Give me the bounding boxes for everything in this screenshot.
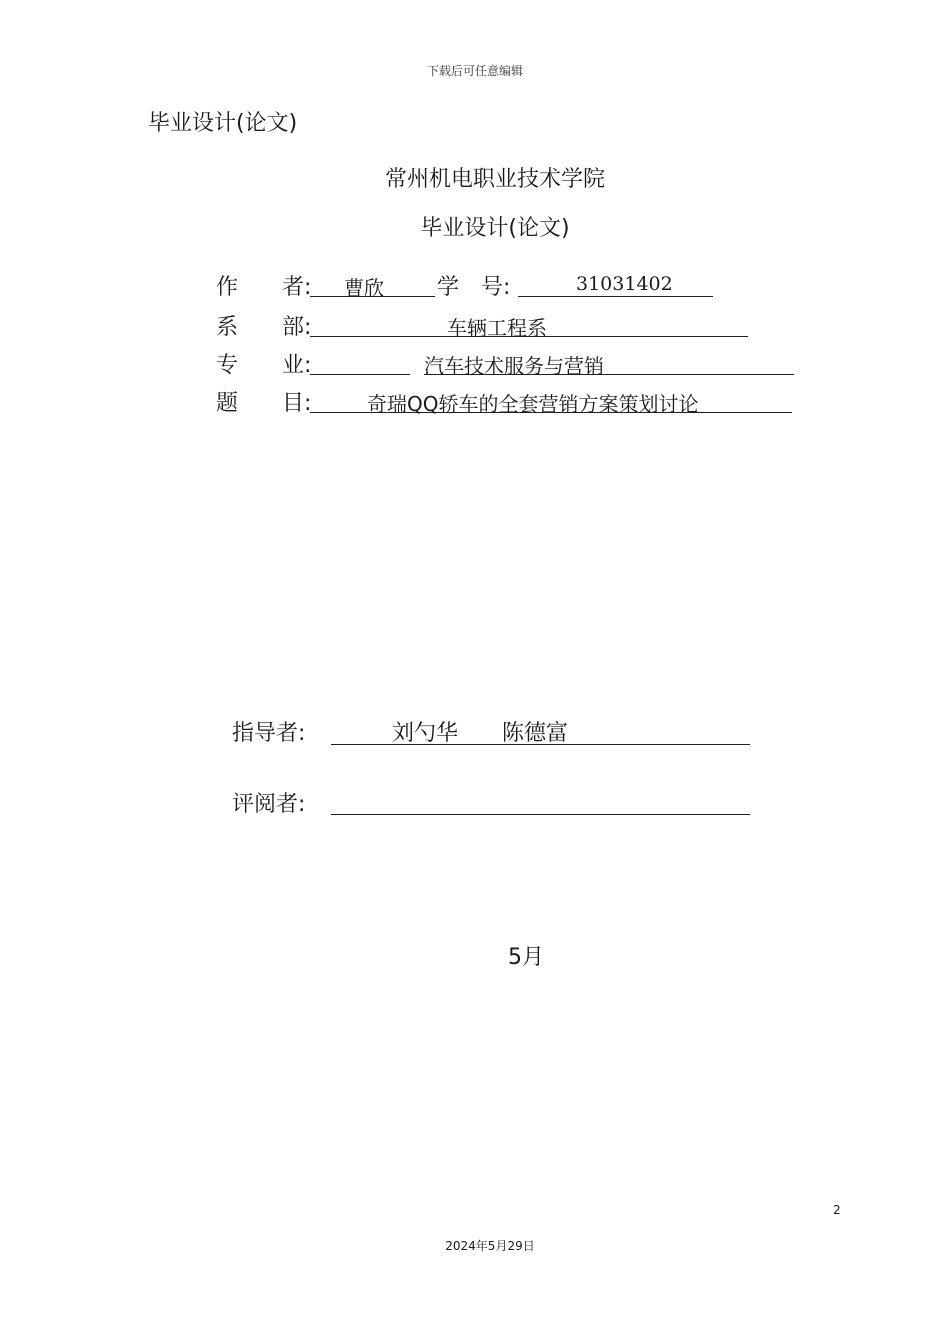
advisor-label: 指导者: [232, 721, 306, 746]
major-value: 汽车技术服务与营销 [424, 354, 604, 378]
major-underline-left [310, 348, 410, 375]
department-label: 系 部: [216, 315, 312, 340]
month: 5月 [508, 945, 544, 970]
doc-subtitle: 毕业设计(论文) [420, 216, 570, 241]
header-note: 下载后可任意编辑 [426, 64, 523, 78]
student-id-value: 31031402 [576, 273, 673, 295]
topic-value: 奇瑞QQ轿车的全套营销方案策划讨论 [367, 392, 699, 416]
author-label: 作 者: [216, 275, 312, 300]
reviewer-underline [331, 787, 750, 815]
major-label: 专 业: [216, 353, 312, 378]
school-name: 常州机电职业技术学院 [384, 167, 605, 192]
student-id-label: 学 号: [437, 275, 511, 300]
author-value: 曹欣 [344, 276, 384, 300]
topic-label: 题 目: [216, 391, 312, 416]
department-value: 车辆工程系 [447, 316, 547, 340]
page-number: 2 [833, 1203, 841, 1217]
reviewer-label: 评阅者: [232, 792, 306, 817]
corner-title: 毕业设计(论文) [148, 111, 298, 136]
advisor-names: 刘勺华 陈德富 [392, 721, 569, 746]
footer-date: 2024年5月29日 [445, 1239, 535, 1253]
